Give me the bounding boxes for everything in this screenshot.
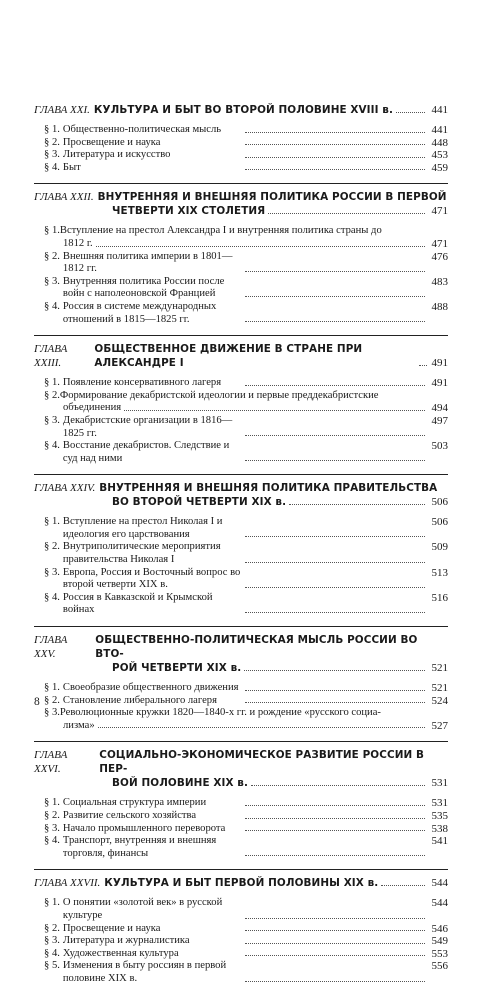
section-list xyxy=(34,516,448,617)
section-page: 488 xyxy=(431,300,449,313)
section-line xyxy=(34,402,448,415)
dot-leader xyxy=(245,935,425,944)
section-title-line: Литература и журналистика xyxy=(62,935,190,947)
section-number: § 2. xyxy=(44,694,60,706)
section-item xyxy=(34,923,448,936)
section-title-line: Просвещение и наука xyxy=(62,136,161,148)
section-number: § 4. xyxy=(44,161,60,173)
chapter-heading xyxy=(34,190,448,218)
section-number: § 2. xyxy=(44,922,60,934)
chapter-divider xyxy=(34,474,448,475)
dot-leader xyxy=(419,365,427,366)
section-title-line: Внутренняя политика России после войн с наполеоновской Францией xyxy=(62,275,225,300)
chapter-title-line xyxy=(34,661,448,675)
section-title-line: Социальная структура империи xyxy=(62,797,207,809)
dot-leader xyxy=(245,377,425,386)
section-wrap xyxy=(34,225,448,250)
chapter-title-line xyxy=(34,103,448,117)
chapter-divider xyxy=(34,869,448,870)
section-title-line: Развитие сельского хозяйства xyxy=(62,810,197,821)
chapter-title-block xyxy=(34,633,448,675)
section-item xyxy=(34,948,448,961)
section-title-line: Россия в системе международных отношений в 1815—1825 гг. xyxy=(62,300,217,325)
dot-leader xyxy=(245,149,425,158)
section-page: 448 xyxy=(431,136,449,149)
dot-leader xyxy=(245,251,425,272)
chapter-title-line xyxy=(34,204,448,218)
section-title-line: Внешняя политика империи в 1801—1812 гг. xyxy=(62,250,233,275)
chapter-title-block xyxy=(34,190,448,218)
section-number: § 3. xyxy=(44,707,60,719)
section-title-line: Восстание декабристов. Следствие и суд над ними xyxy=(62,440,230,464)
chapter-number: ГЛАВА XXIV. xyxy=(34,482,96,495)
chapter-page: 544 xyxy=(431,877,448,890)
chapter-title: КУЛЬТУРА И БЫТ ПЕРВОЙ ПОЛОВИНЫ XIX в. xyxy=(104,877,379,890)
section-title xyxy=(63,124,243,137)
dot-leader xyxy=(245,948,425,957)
section-number: § 1. xyxy=(44,225,60,237)
section-title-line: О понятии «золотой век» в русской культуре xyxy=(62,897,223,921)
dot-leader xyxy=(245,695,425,704)
dot-leader xyxy=(96,246,425,247)
dot-leader xyxy=(98,727,425,728)
section-page: 509 xyxy=(431,541,449,554)
chapter-page: 521 xyxy=(431,662,448,675)
section-title xyxy=(63,415,243,440)
section-number: § 3. xyxy=(44,566,60,578)
section-text-block xyxy=(34,251,448,276)
dot-leader xyxy=(245,516,425,537)
dot-leader xyxy=(124,410,425,411)
section-title-line: Художественная культура xyxy=(62,947,179,959)
dot-leader xyxy=(245,567,425,588)
section-text-block xyxy=(34,440,448,465)
chapter-number: ГЛАВА XXI. xyxy=(34,104,90,116)
section-title-line: Становление либерального лагеря xyxy=(62,694,217,706)
section-title xyxy=(63,301,243,326)
chapter-title-block xyxy=(34,342,448,370)
dot-leader xyxy=(245,923,425,932)
chapter-title-line xyxy=(34,342,448,370)
dot-leader xyxy=(251,785,425,786)
section-title-line: Своеобразие общественного движения xyxy=(62,682,239,694)
chapter-number: ГЛАВА XXIII. xyxy=(34,343,68,370)
chapter-title-continued: ВОЙ ПОЛОВИНЕ XIX в. xyxy=(112,777,249,790)
dot-leader xyxy=(245,960,425,981)
section-title xyxy=(63,149,243,162)
chapter-title: СОЦИАЛЬНО-ЭКОНОМИЧЕСКОЕ РАЗВИТИЕ РОССИИ В ПЕР- xyxy=(99,749,425,776)
chapter-divider xyxy=(34,335,448,336)
chapter-title: ВНУТРЕННЯЯ И ВНЕШНЯЯ ПОЛИТИКА ПРАВИТЕЛЬСТВА xyxy=(99,482,438,495)
section-text-block xyxy=(34,137,448,150)
section-page: 516 xyxy=(431,591,449,604)
section-title-line: Начало промышленного переворота xyxy=(62,822,226,834)
section-text-block xyxy=(34,923,448,936)
section-title xyxy=(63,162,243,175)
section-page: 497 xyxy=(431,414,449,427)
section-title xyxy=(63,276,243,301)
section-number: § 1. xyxy=(44,124,60,135)
section-text-block xyxy=(34,541,448,566)
section-text-block xyxy=(34,682,448,695)
section-line xyxy=(34,238,448,251)
chapter-title: ОБЩЕСТВЕННО-ПОЛИТИЧЕСКАЯ МЫСЛЬ РОССИИ ВО ВТО- xyxy=(95,634,418,661)
dot-leader xyxy=(245,810,425,819)
section-number: § 3. xyxy=(44,275,60,287)
section-line xyxy=(34,707,448,720)
section-item xyxy=(34,695,448,708)
section-list xyxy=(34,682,448,732)
dot-leader xyxy=(245,797,425,806)
chapter-heading xyxy=(34,342,448,370)
section-item xyxy=(34,251,448,276)
section-title xyxy=(63,823,243,836)
dot-leader xyxy=(245,440,425,461)
section-title-continued: объединения xyxy=(63,402,122,414)
section-line xyxy=(34,720,448,733)
dot-leader xyxy=(245,835,425,856)
chapter-title: ОБЩЕСТВЕННОЕ ДВИЖЕНИЕ В СТРАНЕ ПРИ АЛЕКСАНДРЕ I xyxy=(94,343,363,370)
section-page: 491 xyxy=(431,377,449,390)
chapter-page: 441 xyxy=(431,104,448,116)
section-list xyxy=(34,797,448,860)
section-title xyxy=(63,960,243,985)
dot-leader xyxy=(289,504,425,505)
section-text-block xyxy=(34,810,448,823)
section-number: § 2. xyxy=(44,250,60,262)
section-title xyxy=(63,377,243,390)
page-number: 8 xyxy=(34,696,40,708)
section-title-line: Изменения в быту россиян в первой половине XIX в. xyxy=(62,960,227,984)
section-title xyxy=(63,251,243,276)
section-title xyxy=(63,835,243,860)
section-number: § 2. xyxy=(44,136,60,148)
section-title xyxy=(63,137,243,150)
dot-leader xyxy=(245,823,425,832)
section-list xyxy=(34,377,448,465)
section-number: § 3. xyxy=(44,822,60,834)
section-list xyxy=(34,897,448,985)
section-item xyxy=(34,124,448,137)
section-page: 521 xyxy=(431,682,449,695)
section-item xyxy=(34,682,448,695)
section-text-block xyxy=(34,415,448,440)
section-page: 513 xyxy=(431,566,449,579)
section-wrap xyxy=(34,707,448,732)
section-title-line: Европа, Россия и Восточный вопрос во второй четверти XIX в. xyxy=(62,566,241,591)
section-text-block xyxy=(34,276,448,301)
section-text-block xyxy=(34,377,448,390)
dot-leader xyxy=(244,670,425,671)
section-page: 503 xyxy=(431,440,449,453)
section-item xyxy=(34,567,448,592)
section-text-block xyxy=(34,835,448,860)
section-title xyxy=(63,935,243,948)
chapter-title: КУЛЬТУРА И БЫТ ВО ВТОРОЙ ПОЛОВИНЕ XVIII в. xyxy=(93,104,394,116)
section-number: § 2. xyxy=(44,810,60,821)
section-text-block xyxy=(34,948,448,961)
section-text-block xyxy=(34,935,448,948)
chapter-title-line xyxy=(34,481,448,495)
section-page: 494 xyxy=(431,402,448,415)
chapter-number: ГЛАВА XXV. xyxy=(34,634,68,661)
section-title xyxy=(63,797,243,810)
chapter-divider xyxy=(34,741,448,742)
section-wrap xyxy=(34,390,448,415)
dot-leader xyxy=(381,885,425,886)
chapter-title-block xyxy=(34,481,448,509)
chapter-heading xyxy=(34,103,448,117)
section-text-block xyxy=(34,592,448,617)
section-page: 527 xyxy=(431,719,448,732)
chapter-title-block xyxy=(34,748,448,790)
section-title-line: Транспорт, внутренняя и внешняя торговля, финансы xyxy=(62,835,217,859)
section-title xyxy=(63,567,243,592)
chapter-number: ГЛАВА XXVII. xyxy=(34,877,101,890)
chapter-title-continued: ВО ВТОРОЙ ЧЕТВЕРТИ XIX в. xyxy=(112,496,287,509)
section-title xyxy=(63,948,243,961)
section-text-block xyxy=(34,301,448,326)
section-page: 541 xyxy=(431,835,449,848)
section-item xyxy=(34,823,448,836)
section-number: § 2. xyxy=(44,541,60,553)
dot-leader xyxy=(268,213,425,214)
section-title-line: Внутриполитические мероприятия правительства Николая I xyxy=(62,541,221,566)
dot-leader xyxy=(245,301,425,322)
chapter-title-line xyxy=(34,876,448,890)
section-title-line: Литература и искусство xyxy=(62,149,171,161)
chapter-title-line xyxy=(34,748,448,776)
section-title-line: Россия в Кавказской и Крымской войнах xyxy=(62,591,213,616)
section-item xyxy=(34,541,448,566)
section-page: 471 xyxy=(431,237,448,250)
section-number: § 1. xyxy=(44,377,60,389)
section-line xyxy=(34,390,448,403)
section-page: 556 xyxy=(431,960,449,973)
section-number: § 1. xyxy=(44,797,60,809)
chapter-title-line xyxy=(34,633,448,661)
section-title-continued: 1812 г. xyxy=(63,237,93,249)
chapter-number: ГЛАВА XXII. xyxy=(34,191,94,204)
dot-leader xyxy=(245,682,425,691)
table-of-contents xyxy=(34,97,448,995)
section-number: § 4. xyxy=(44,835,60,847)
dot-leader xyxy=(245,137,425,146)
section-number: § 4. xyxy=(44,300,60,312)
section-title xyxy=(63,541,243,566)
section-title xyxy=(63,516,243,541)
chapter-page: 531 xyxy=(431,777,448,790)
section-page: 546 xyxy=(431,922,449,935)
section-page: 506 xyxy=(431,516,449,529)
section-title-line: Революционные кружки 1820—1840-х гг. и рождение «русского социа- xyxy=(59,707,381,719)
section-page: 538 xyxy=(431,822,449,835)
section-page: 441 xyxy=(431,124,449,136)
chapter-title-block xyxy=(34,103,448,117)
section-text-block xyxy=(34,149,448,162)
dot-leader xyxy=(245,162,425,171)
section-number: § 4. xyxy=(44,440,60,452)
section-title-line: Быт xyxy=(62,161,81,173)
section-item xyxy=(34,935,448,948)
section-title xyxy=(63,682,243,695)
section-title xyxy=(63,810,243,823)
section-page: 531 xyxy=(431,797,449,810)
section-page: 453 xyxy=(431,149,449,162)
section-text-block xyxy=(34,960,448,985)
section-number: § 2. xyxy=(44,389,60,401)
dot-leader xyxy=(245,124,425,133)
section-number: § 5. xyxy=(44,960,60,972)
section-title xyxy=(63,897,243,922)
section-title-line: Декабристские организации в 1816—1825 гг. xyxy=(62,414,233,439)
chapter-heading xyxy=(34,748,448,790)
chapter-page: 471 xyxy=(431,205,448,218)
section-item xyxy=(34,835,448,860)
section-page: 459 xyxy=(431,161,449,174)
section-number: § 3. xyxy=(44,935,60,947)
section-text-block xyxy=(34,823,448,836)
chapter-divider xyxy=(34,626,448,627)
section-text-block xyxy=(34,695,448,708)
section-list xyxy=(34,124,448,174)
section-text-block xyxy=(34,162,448,175)
section-item xyxy=(34,149,448,162)
chapter-title: ВНУТРЕННЯЯ И ВНЕШНЯЯ ПОЛИТИКА РОССИИ В ПЕРВОЙ xyxy=(97,191,447,204)
section-title-line: Формирование декабристской идеологии и первые преддекабристские xyxy=(59,389,379,401)
chapter-divider xyxy=(34,183,448,184)
section-page: 553 xyxy=(431,947,449,960)
chapter-heading xyxy=(34,481,448,509)
section-item xyxy=(34,516,448,541)
section-item xyxy=(34,162,448,175)
section-title xyxy=(63,923,243,936)
section-item xyxy=(34,810,448,823)
chapter-title-block xyxy=(34,876,448,890)
section-page: 476 xyxy=(431,250,449,263)
chapter-page: 506 xyxy=(431,496,448,509)
chapter-title-continued: РОЙ ЧЕТВЕРТИ XIX в. xyxy=(112,662,242,675)
section-title xyxy=(63,695,243,708)
chapter-number: ГЛАВА XXVI. xyxy=(34,749,68,776)
chapter-heading xyxy=(34,633,448,675)
section-line xyxy=(34,225,448,238)
section-title-line: Вступление на престол Николая I и идеология его царствования xyxy=(62,516,223,540)
section-item xyxy=(34,415,448,440)
section-page: 549 xyxy=(431,935,449,948)
section-number: § 1. xyxy=(44,682,60,694)
dot-leader xyxy=(245,897,425,918)
dot-leader xyxy=(396,112,425,113)
section-text-block xyxy=(34,516,448,541)
section-page: 544 xyxy=(431,897,449,910)
section-item xyxy=(34,797,448,810)
section-title-line: Общественно-политическая мысль xyxy=(62,124,222,135)
section-item xyxy=(34,440,448,465)
chapter-page: 491 xyxy=(431,357,448,370)
section-page: 483 xyxy=(431,275,449,288)
section-item xyxy=(34,276,448,301)
chapter-title-continued: ЧЕТВЕРТИ XIX СТОЛЕТИЯ xyxy=(112,205,266,218)
section-page: 535 xyxy=(431,810,449,822)
chapter-heading xyxy=(34,876,448,890)
section-text-block xyxy=(34,124,448,137)
chapter-title-line xyxy=(34,495,448,509)
section-title-line: Вступление на престол Александра I и внутренняя политика страны до xyxy=(59,225,382,237)
section-title xyxy=(63,440,243,465)
chapter-title-line xyxy=(34,776,448,790)
section-title-line: Появление консервативного лагеря xyxy=(62,377,222,389)
section-item xyxy=(34,960,448,985)
section-number: § 4. xyxy=(44,947,60,959)
section-title xyxy=(63,592,243,617)
section-list xyxy=(34,225,448,326)
section-number: § 3. xyxy=(44,149,60,161)
section-item xyxy=(34,592,448,617)
dot-leader xyxy=(245,541,425,562)
section-text-block xyxy=(34,897,448,922)
section-title-line: Просвещение и наука xyxy=(62,922,161,934)
section-item xyxy=(34,301,448,326)
section-item xyxy=(34,897,448,922)
dot-leader xyxy=(245,276,425,297)
section-number: § 1. xyxy=(44,897,60,909)
dot-leader xyxy=(245,415,425,436)
section-item xyxy=(34,137,448,150)
section-number: § 3. xyxy=(44,414,60,426)
section-text-block xyxy=(34,797,448,810)
section-number: § 4. xyxy=(44,591,60,603)
section-page: 524 xyxy=(431,694,449,707)
chapter-title-line xyxy=(34,190,448,204)
section-number: § 1. xyxy=(44,516,60,528)
dot-leader xyxy=(245,592,425,613)
section-text-block xyxy=(34,567,448,592)
section-item xyxy=(34,377,448,390)
section-title-continued: лизма» xyxy=(63,719,95,731)
